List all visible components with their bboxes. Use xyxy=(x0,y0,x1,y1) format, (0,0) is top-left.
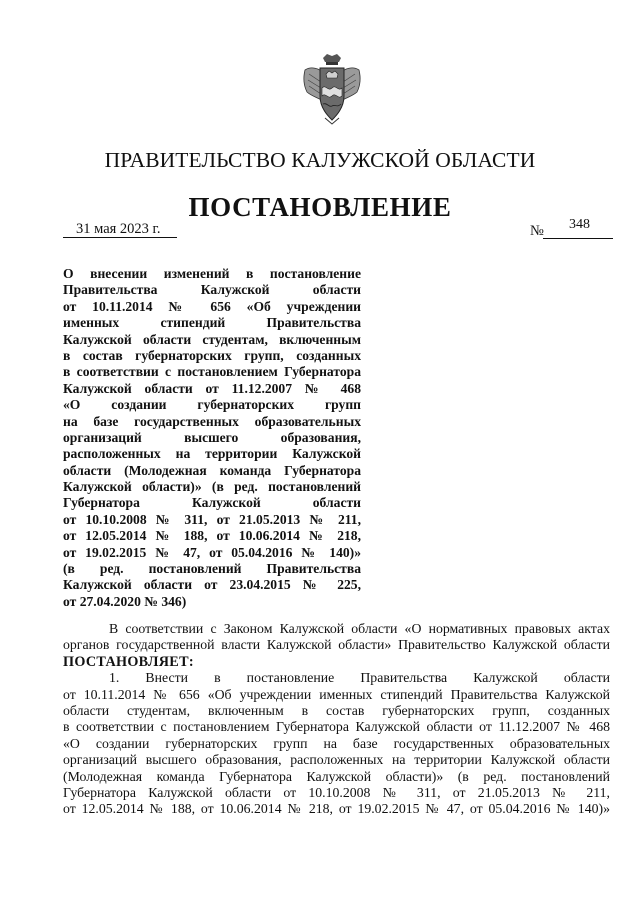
item-line: в соответствии с постановлением Губернатора Калужской области от 11.12.2007 № 468 xyxy=(63,719,610,735)
item-line: «О создании губернаторских групп на базе государственных образовательных xyxy=(63,735,610,751)
number-underline xyxy=(543,238,613,239)
item-line: (Молодежная команда Губернатора Калужской области)» (в ред. постановлений xyxy=(63,768,610,784)
heading-line: расположенных на территории Калужской xyxy=(63,446,361,462)
heading-line: в соответствии с постановлением Губернатора xyxy=(63,364,361,380)
heading-line: именных стипендий Правительства xyxy=(63,315,361,331)
heading-line: «О создании губернаторских групп xyxy=(63,397,361,413)
heading-line: организаций высшего образования, xyxy=(63,429,361,445)
number-sign: № xyxy=(530,223,544,239)
heading-line: Правительства Калужской области xyxy=(63,282,361,298)
item-line: Губернатора Калужской области от 10.10.2008 № 311, от 21.05.2013 № 211, xyxy=(63,784,610,800)
preamble-line: органов государственной власти Калужской области» Правительство Калужской области xyxy=(63,637,610,653)
heading-line: области (Молодежная команда Губернатора xyxy=(63,462,361,478)
document-date: 31 мая 2023 г. xyxy=(63,221,177,238)
item-line: 1. Внести в постановление Правительства Калужской области xyxy=(109,670,610,686)
heading-line: на базе государственных образовательных xyxy=(63,413,361,429)
government-title: ПРАВИТЕЛЬСТВО КАЛУЖСКОЙ ОБЛАСТИ xyxy=(104,148,536,172)
resolve-word: ПОСТАНОВЛЯЕТ: xyxy=(63,653,194,670)
heading-line: Губернатора Калужской области xyxy=(63,495,361,511)
document-number: 348 xyxy=(569,217,590,232)
item-line: от 12.05.2014 № 188, от 10.06.2014 № 218, от 19.02.2015 № 47, от 05.04.2016 № 140)» xyxy=(63,801,610,817)
item-line: области студентам, включенным в состав губернаторских групп, созданных xyxy=(63,702,610,718)
heading-line: (в ред. постановлений Правительства xyxy=(63,561,361,577)
heading-line: Калужской области от 11.12.2007 № 468 xyxy=(63,380,361,396)
heading-line: О внесении изменений в постановление xyxy=(63,266,361,281)
heading-line: в состав губернаторских групп, созданных xyxy=(63,347,361,363)
document-heading xyxy=(63,266,361,610)
document-type: ПОСТАНОВЛЕНИЕ xyxy=(188,192,452,222)
heading-line: от 10.11.2014 № 656 «Об учреждении xyxy=(63,298,361,314)
preamble-line: В соответствии с Законом Калужской области «О нормативных правовых актах xyxy=(109,621,610,636)
heading-line: от 12.05.2014 № 188, от 10.06.2014 № 218, xyxy=(63,528,361,544)
document-body xyxy=(63,621,610,818)
heading-line: Калужской области студентам, включенным xyxy=(63,331,361,347)
heading-line: от 10.10.2008 № 311, от 21.05.2013 № 211, xyxy=(63,511,361,527)
item-line: от 10.11.2014 № 656 «Об учреждении именных стипендий Правительства Калужской xyxy=(63,686,610,702)
heading-line: Калужской области от 23.04.2015 № 225, xyxy=(63,577,361,593)
heading-line: Калужской области)» (в ред. постановлений xyxy=(63,479,361,495)
coat-of-arms-icon xyxy=(301,52,363,126)
heading-line: от 19.02.2015 № 47, от 05.04.2016 № 140)» xyxy=(63,544,361,560)
heading-line: от 27.04.2020 № 346) xyxy=(63,593,187,609)
item-line: организаций высшего образования, расположенных на территории Калужской области xyxy=(63,752,610,768)
